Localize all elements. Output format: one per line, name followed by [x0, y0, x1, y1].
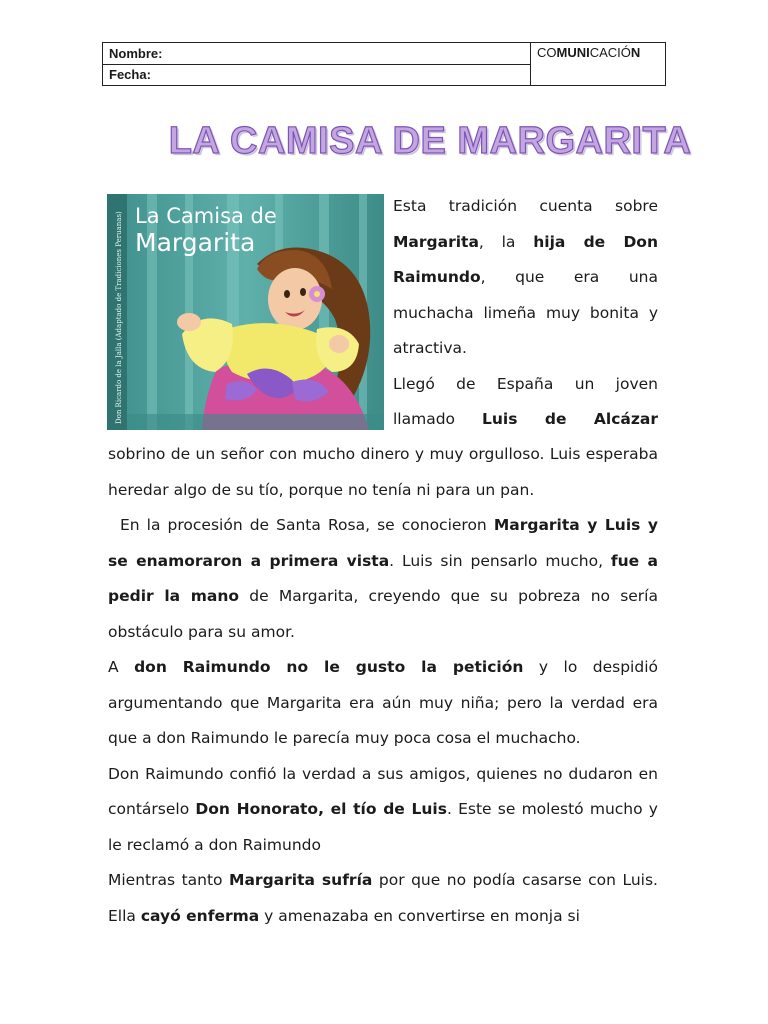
cover-title-line1: La Camisa de — [135, 204, 277, 228]
text-run: , la — [478, 232, 534, 251]
subject-cell — [531, 43, 666, 86]
paragraph — [108, 757, 658, 864]
date-field-label: Fecha: — [103, 64, 531, 86]
text-run: . Luis sin pensarlo mucho, — [389, 551, 611, 570]
bold-text: Don Honorato, el tío de Luis — [195, 800, 447, 818]
book-cover-image — [107, 194, 384, 430]
bold-text: cayó enferma — [140, 906, 260, 925]
paragraph — [108, 508, 658, 650]
subject-part: CACIÓ — [589, 45, 631, 60]
bold-text: hija de Don Raimundo — [393, 232, 658, 286]
paragraph — [393, 189, 658, 367]
text-run: de Margarita, creyendo que su pobreza no sería obstáculo para su amor. — [108, 587, 658, 641]
bold-text: don Raimundo no le gusto la petición — [134, 658, 524, 676]
text-run: Mientras tanto — [108, 871, 230, 889]
text-run: y lo despidió argumentando que Margarita era aún muy niña; pero la verdad era que a don Raimundo le parecía muy poca cosa el muchacho. — [108, 658, 658, 747]
text-run: A — [108, 658, 135, 676]
subject-part: N — [630, 45, 641, 60]
subject-part: MUNI — [556, 45, 590, 60]
text-run: . Este se molestó mucho y le reclamó a don Raimundo — [108, 800, 658, 854]
text-run: , que era una muchacha limeña muy bonita y atractiva. — [393, 268, 658, 357]
cover-side-text: Don Ricardo de la Jalla (Adaptado de Tradiciones Peruanas) — [115, 211, 123, 424]
bold-text: fue a pedir la mano — [108, 551, 658, 605]
header-table — [102, 42, 666, 86]
story-body — [108, 437, 658, 934]
intro-paragraphs — [393, 189, 658, 438]
bold-text: Margarita — [393, 232, 479, 251]
subject-part: CO — [537, 45, 557, 60]
cover-title-line2: Margarita — [135, 228, 256, 257]
bold-text: Luis de Alcázar — [482, 410, 658, 428]
page-title: LA CAMISA DE MARGARITA — [168, 120, 692, 162]
text-run: En la procesión de Santa Rosa, se conocieron — [120, 516, 494, 534]
bold-text: Margarita y Luis y se enamoraron a primera vista — [108, 516, 658, 570]
paragraph: sobrino de un señor con mucho dinero y muy orgulloso. Luis esperaba heredar algo de su tío, porque no tenía ni para un pan. — [108, 445, 658, 499]
text-run: Don Raimundo confió la verdad a sus amigos, quienes no dudaron en contárselo — [108, 764, 658, 818]
text-run: por que no podía casarse con Luis. Ella — [108, 871, 658, 925]
text-run: y amenazaba en convertirse en monja si — [259, 906, 580, 925]
text-run: Esta tradición cuenta sobre — [393, 197, 658, 215]
paragraph — [108, 863, 658, 934]
bold-text: Margarita sufría — [229, 871, 373, 889]
text-run: Llegó de España un joven llamado — [393, 374, 658, 428]
paragraph — [108, 650, 658, 757]
name-field-label: Nombre: — [103, 43, 531, 65]
paragraph — [393, 367, 658, 438]
